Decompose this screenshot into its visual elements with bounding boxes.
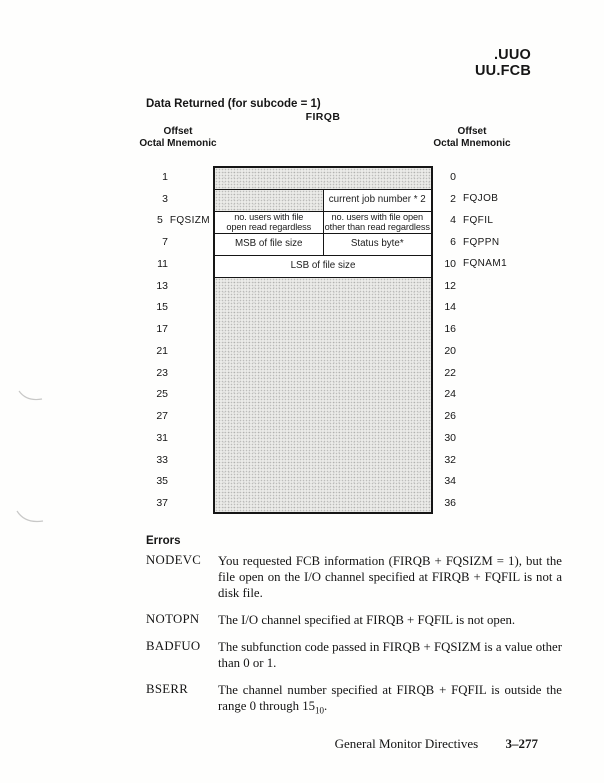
offset-number: 0 <box>450 170 456 183</box>
scan-artifact-mark <box>19 391 42 400</box>
offset-label-row <box>420 405 540 427</box>
offset-label-row <box>420 384 540 406</box>
offset-label-row <box>96 340 210 362</box>
offset-mnemonic: FQPPN <box>463 236 500 248</box>
error-code: NODEVC <box>146 553 202 567</box>
offset-number: 37 <box>156 497 168 510</box>
offset-label-row <box>96 297 210 319</box>
offset-mnemonic: FQFIL <box>463 214 494 226</box>
error-item <box>146 612 562 628</box>
error-code: BSERR <box>146 681 189 696</box>
users-other-than-read-cell <box>323 212 432 233</box>
offset-number: 4 <box>450 214 456 227</box>
offset-number: 25 <box>156 388 168 401</box>
offset-number: 32 <box>444 453 456 466</box>
cell-text-line: no. users with file open <box>331 211 424 222</box>
error-text-segment: . <box>324 698 328 713</box>
offset-number: 14 <box>444 301 456 314</box>
cell-text-line: no. users with file <box>234 211 304 222</box>
offset-label-row <box>420 275 540 297</box>
offset-label-row <box>420 427 540 449</box>
offset-label-row <box>96 449 210 471</box>
error-item <box>146 639 562 671</box>
error-item <box>146 682 562 714</box>
error-text-segment: The subfunction code passed in FIRQB + FQSIZM is a value other than 0 or 1. <box>218 639 562 671</box>
offset-number: 20 <box>444 344 456 357</box>
msb-file-size-cell: MSB of file size <box>234 237 303 249</box>
section-title: Data Returned (for subcode = 1) <box>146 98 321 110</box>
error-description <box>218 612 562 628</box>
offset-label-row <box>96 253 210 275</box>
offset-mnemonic: FQNAM1 <box>463 258 508 270</box>
errors-heading: Errors <box>146 535 181 547</box>
offset-label-row <box>96 492 210 514</box>
offset-label-row <box>96 427 210 449</box>
offset-number: 2 <box>450 192 456 205</box>
offset-label-row <box>420 318 540 340</box>
offset-label-row <box>420 166 540 188</box>
error-description <box>218 682 562 714</box>
table-row <box>215 189 431 211</box>
left-offset-labels <box>96 166 210 514</box>
status-byte-cell: Status byte* <box>323 234 432 255</box>
users-read-regardless-cell <box>215 212 323 233</box>
error-text-segment: You requested FCB information (FIRQB + FQSIZM = 1), but the file open on the I/O channel specified at FIRQB + FQFIL is not a disk file. <box>218 554 562 601</box>
offset-label-row <box>420 471 540 493</box>
offset-label-row <box>96 405 210 427</box>
offset-number: 23 <box>156 366 168 379</box>
offset-number: 10 <box>444 257 456 270</box>
subscript-text: 10 <box>315 705 325 716</box>
table-row <box>215 277 431 513</box>
offset-number: 7 <box>162 236 168 249</box>
error-code: BADFUO <box>146 638 201 653</box>
offset-label-row <box>420 362 540 384</box>
errors-list <box>146 553 562 725</box>
right-offset-header-line2: Octal Mnemonic <box>433 137 511 149</box>
right-offset-labels <box>420 166 540 514</box>
cell-text-line: open read regardless <box>226 222 312 232</box>
doc-code-line1: .UUO <box>493 47 531 63</box>
footer-page-number: 3–277 <box>505 736 538 751</box>
offset-label-row <box>96 231 210 253</box>
reserved-cell <box>215 168 431 189</box>
doc-code-line2: UU.FCB <box>475 62 531 79</box>
left-offset-header-line1: Offset <box>163 126 193 137</box>
footer-chapter-title: General Monitor Directives <box>334 736 479 751</box>
lsb-file-size-cell: LSB of file size <box>290 259 356 271</box>
offset-label-row <box>420 253 540 275</box>
offset-number: 31 <box>156 431 168 444</box>
offset-label-row <box>420 492 540 514</box>
offset-number: 26 <box>444 410 456 423</box>
left-offset-header-line2: Octal Mnemonic <box>139 137 217 149</box>
table-row <box>215 211 431 233</box>
cell-text-line: other than read regardless <box>324 222 430 232</box>
offset-number: 16 <box>444 323 456 336</box>
job-number-cell: current job number * 2 <box>323 190 432 211</box>
table-row <box>215 233 431 255</box>
offset-number: 27 <box>156 410 168 423</box>
doc-code-header <box>475 48 531 79</box>
offset-number: 11 <box>157 257 168 270</box>
offset-label-row <box>420 297 540 319</box>
offset-number: 33 <box>156 453 168 466</box>
offset-number: 24 <box>444 388 456 401</box>
offset-number: 22 <box>444 366 456 379</box>
offset-number: 15 <box>156 301 168 314</box>
error-description <box>218 553 562 602</box>
error-code: NOTOPN <box>146 612 200 627</box>
offset-mnemonic: FQJOB <box>463 193 499 205</box>
offset-label-row <box>96 362 210 384</box>
diagram-title: FIRQB <box>305 111 341 123</box>
firqb-diagram-table <box>213 166 433 514</box>
error-text-segment: The I/O channel specified at FIRQB + FQFIL is not open. <box>218 613 516 628</box>
offset-label-row <box>96 188 210 210</box>
offset-label-row <box>420 231 540 253</box>
offset-number: 3 <box>162 192 168 205</box>
offset-label-row <box>420 188 540 210</box>
scan-artifact-mark <box>17 511 43 522</box>
offset-number: 6 <box>450 236 456 249</box>
offset-label-row <box>420 340 540 362</box>
offset-label-row <box>96 210 210 232</box>
right-offset-header-line1: Offset <box>457 126 487 137</box>
error-item <box>146 553 562 602</box>
error-description <box>218 639 562 671</box>
offset-number: 13 <box>156 279 168 292</box>
offset-number: 30 <box>444 431 456 444</box>
offset-number: 36 <box>444 497 456 510</box>
reserved-cell <box>215 190 323 211</box>
table-row <box>215 255 431 277</box>
offset-label-row <box>96 318 210 340</box>
right-offset-column-header <box>412 126 532 149</box>
error-text-segment: The channel number specified at FIRQB + FQFIL is outside the range 0 through 15 <box>218 682 562 713</box>
offset-number: 35 <box>156 475 168 488</box>
offset-label-row <box>96 384 210 406</box>
offset-label-row <box>96 166 210 188</box>
offset-number: 34 <box>444 475 456 488</box>
offset-number: 21 <box>156 344 168 357</box>
offset-label-row <box>420 449 540 471</box>
offset-number: 17 <box>156 323 168 336</box>
unused-region-cell <box>215 278 431 513</box>
left-offset-column-header <box>118 126 238 149</box>
offset-label-row <box>96 275 210 297</box>
table-row <box>215 168 431 189</box>
offset-label-row <box>96 471 210 493</box>
offset-number: 1 <box>162 170 168 183</box>
offset-number: 12 <box>444 279 456 292</box>
offset-mnemonic: FQSIZM <box>169 214 210 226</box>
offset-number: 5 <box>156 214 163 227</box>
offset-label-row <box>420 210 540 232</box>
page-footer <box>335 736 538 752</box>
